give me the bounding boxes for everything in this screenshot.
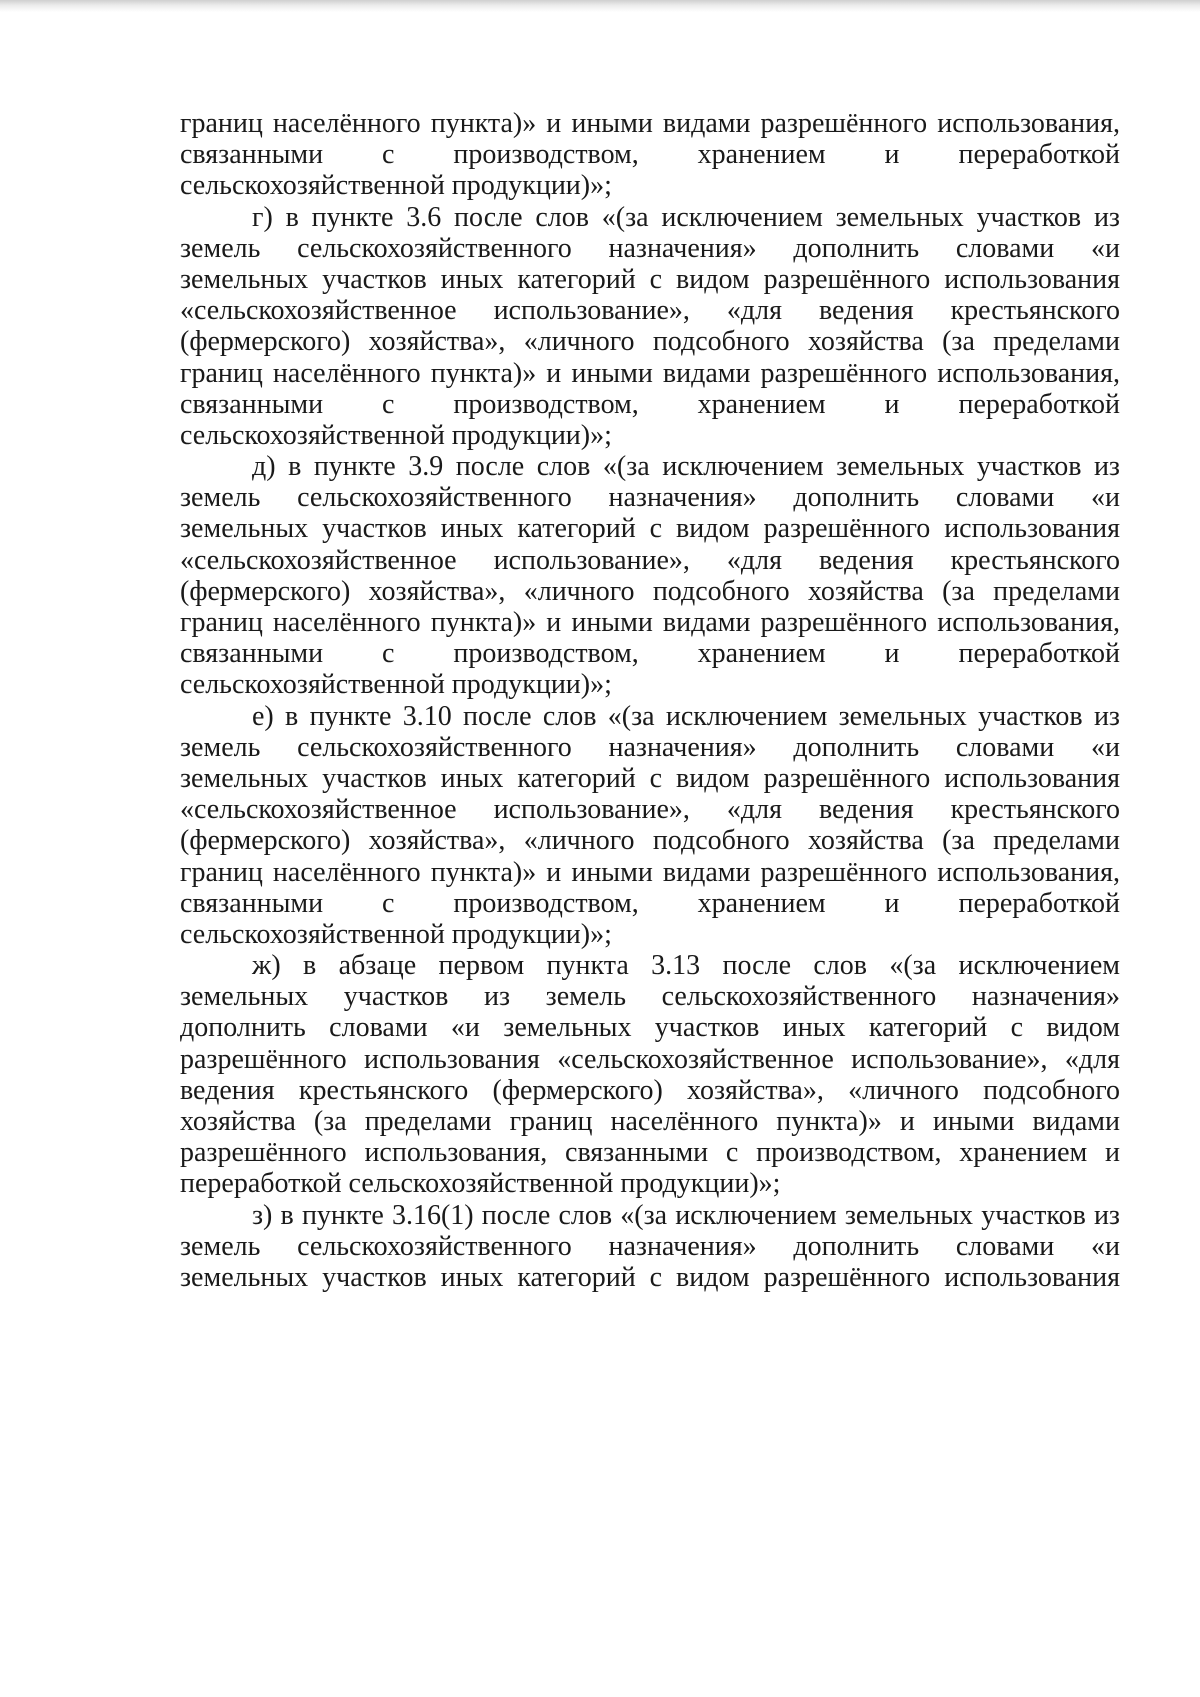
document-text-line: «сельскохозяйственное использование», «для ведения крестьянского bbox=[180, 295, 1120, 327]
document-text-line: «сельскохозяйственное использование», «для ведения крестьянского bbox=[180, 794, 1120, 826]
document-text-line: сельскохозяйственной продукции)»; bbox=[180, 170, 612, 202]
document-text-line: (фермерского) хозяйства», «личного подсобного хозяйства (за пределами bbox=[180, 326, 1120, 358]
document-text-line: связанными с производством, хранением и переработкой bbox=[180, 139, 1120, 171]
paragraph-first-line: з) в пункте 3.16(1) после слов «(за исключением земельных участков из bbox=[252, 1199, 1120, 1231]
document-text-line: связанными с производством, хранением и переработкой bbox=[180, 388, 1120, 420]
document-text-line: дополнить словами «и земельных участков иных категорий с видом bbox=[180, 1012, 1120, 1044]
document-text-line: земельных участков из земель сельскохозяйственного назначения» bbox=[180, 981, 1120, 1013]
scan-top-edge bbox=[0, 0, 1200, 12]
document-text-line: (фермерского) хозяйства», «личного подсобного хозяйства (за пределами bbox=[180, 575, 1120, 607]
document-page bbox=[180, 108, 1120, 1293]
document-text-line: (фермерского) хозяйства», «личного подсобного хозяйства (за пределами bbox=[180, 825, 1120, 857]
document-text-line: «сельскохозяйственное использование», «для ведения крестьянского bbox=[180, 544, 1120, 576]
document-text-line: разрешённого использования, связанными с производством, хранением и bbox=[180, 1137, 1120, 1169]
document-text-line: земельных участков иных категорий с видом разрешённого использования bbox=[180, 263, 1120, 295]
document-text-line: земель сельскохозяйственного назначения» дополнить словами «и bbox=[180, 1230, 1120, 1262]
paragraph-first-line: е) в пункте 3.10 после слов «(за исключением земельных участков из bbox=[252, 700, 1120, 732]
document-text-line: сельскохозяйственной продукции)»; bbox=[180, 419, 612, 451]
document-text-line: связанными с производством, хранением и переработкой bbox=[180, 638, 1120, 670]
document-text-line: границ населённого пункта)» и иными видами разрешённого использования, bbox=[180, 856, 1120, 888]
paragraph-first-line: г) в пункте 3.6 после слов «(за исключением земельных участков из bbox=[252, 201, 1120, 233]
document-text-line: земель сельскохозяйственного назначения» дополнить словами «и bbox=[180, 731, 1120, 763]
document-text-line: ведения крестьянского (фермерского) хозяйства», «личного подсобного bbox=[180, 1074, 1120, 1106]
paragraph-first-line: д) в пункте 3.9 после слов «(за исключением земельных участков из bbox=[252, 451, 1120, 483]
document-text-line: земельных участков иных категорий с видом разрешённого использования bbox=[180, 762, 1120, 794]
document-text-line: земельных участков иных категорий с видом разрешённого использования bbox=[180, 1261, 1120, 1293]
document-text-line: сельскохозяйственной продукции)»; bbox=[180, 918, 612, 950]
document-text-line: переработкой сельскохозяйственной продукции)»; bbox=[180, 1168, 781, 1200]
document-text-line: разрешённого использования «сельскохозяйственное использование», «для bbox=[180, 1043, 1120, 1075]
document-text-line: границ населённого пункта)» и иными видами разрешённого использования, bbox=[180, 607, 1120, 638]
document-text-line: хозяйства (за пределами границ населённого пункта)» и иными видами bbox=[180, 1106, 1120, 1137]
document-text-line: границ населённого пункта)» и иными видами разрешённого использования, bbox=[180, 108, 1120, 139]
document-text-line: границ населённого пункта)» и иными видами разрешённого использования, bbox=[180, 357, 1120, 389]
document-text-line: земель сельскохозяйственного назначения» дополнить словами «и bbox=[180, 232, 1120, 264]
document-text-line: связанными с производством, хранением и переработкой bbox=[180, 887, 1120, 919]
document-text-line: земельных участков иных категорий с видом разрешённого использования bbox=[180, 513, 1120, 545]
document-text-line: сельскохозяйственной продукции)»; bbox=[180, 669, 612, 701]
paragraph-first-line: ж) в абзаце первом пункта 3.13 после слов «(за исключением bbox=[252, 950, 1120, 982]
document-text-line: земель сельскохозяйственного назначения» дополнить словами «и bbox=[180, 482, 1120, 514]
